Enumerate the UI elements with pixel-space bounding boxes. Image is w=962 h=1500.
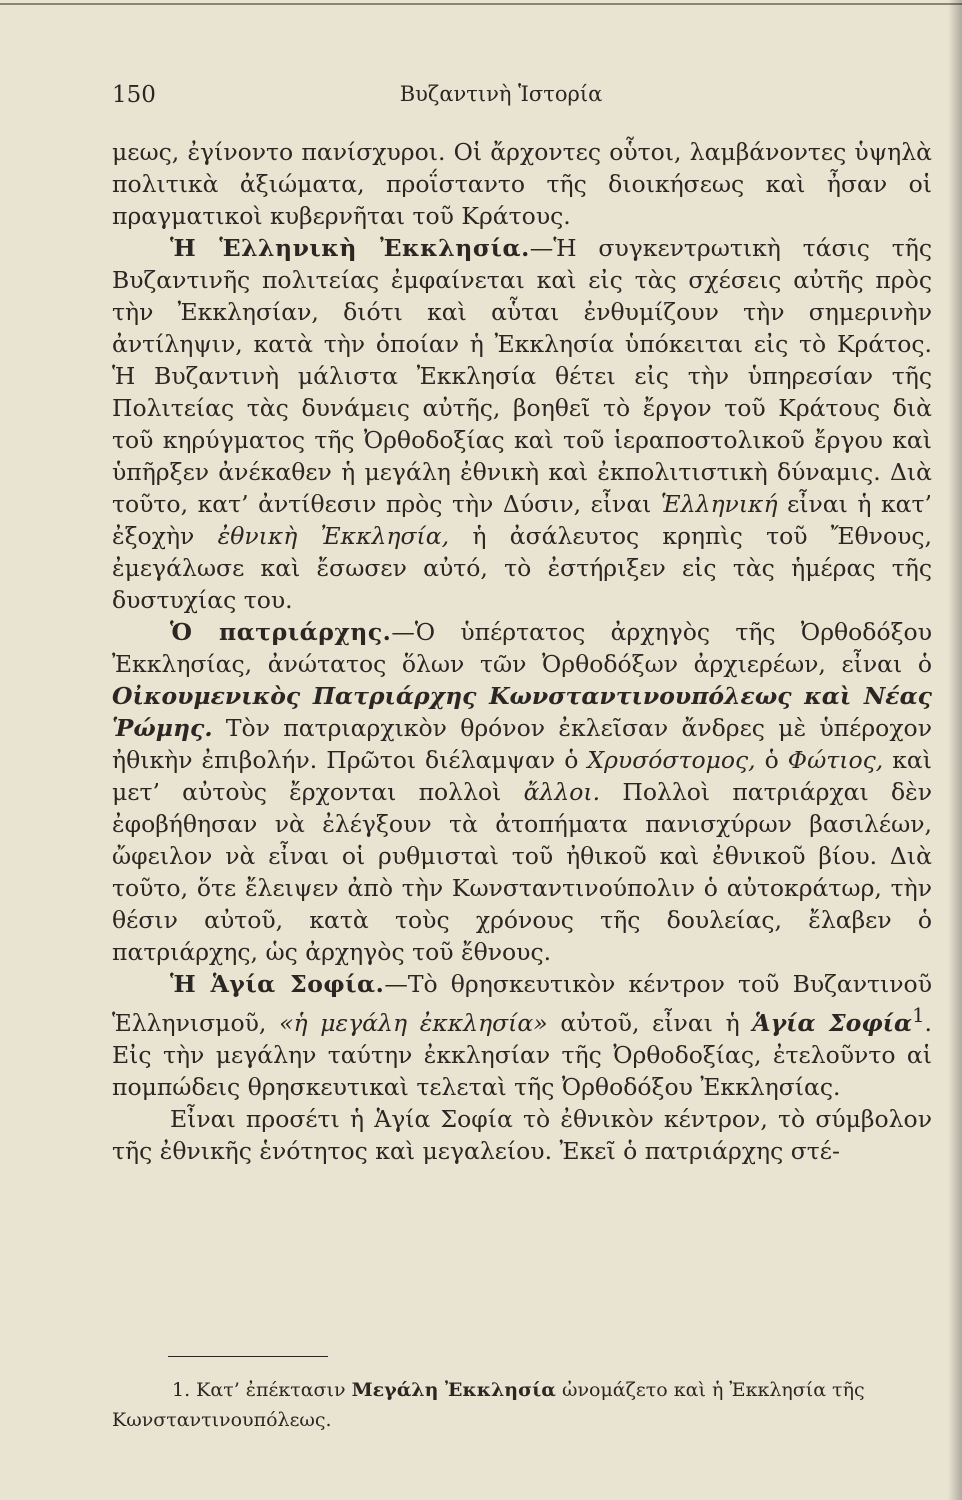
section-patriarch	[112, 616, 932, 968]
section-heading-patriarch: Ὁ πατριάρχης.	[170, 618, 392, 646]
patriarch-text-5: Πολλοὶ πατριάρχαι δὲν ἐφοβήθησαν νὰ ἐλέγξουν τὰ ἀτοπήματα πανισχύρων βασιλέων, ὤφειλον νὰ εἶναι οἱ ρυθμισταὶ τοῦ ἠθικοῦ καὶ ἐθνικοῦ βίου. Διὰ τοῦτο, ὅτε ἔλειψεν ἀπὸ τὴν Κωνσταντινούπολιν ὁ αὐτοκράτωρ, τὴν θέσιν αὐτοῦ, κατὰ τοὺς χρόνους τῆς δουλείας, ἔλαβεν ὁ πατριάρχης, ὡς ἀρχηγὸς τοῦ ἔθνους.	[112, 778, 932, 966]
section-church	[112, 232, 932, 616]
footnote-1	[112, 1375, 932, 1435]
page-edge-shadow	[948, 0, 962, 1500]
section-heading-church: Ἡ Ἑλληνικὴ Ἐκκλησία.	[170, 234, 530, 262]
patriarch-text-3: ὁ	[755, 746, 788, 774]
section-heading-sophia: Ἡ Ἁγία Σοφία.	[170, 970, 385, 998]
patriarch-em-1: Χρυσόστομος,	[587, 746, 756, 774]
church-text-1: —Ἡ συγκεντρωτικὴ τάσις τῆς Βυζαντινῆς πολιτείας ἐμφαίνεται καὶ εἰς τὰς σχέσεις αὐτῆς πρὸς τὴν Ἐκκλησίαν, διότι καὶ αὗται ἐνθυμίζουν τὴν σημερινὴν ἀντίληψιν, κατὰ τὴν ὁποίαν ἡ Ἐκκλησία ὑπόκειται εἰς τὸ Κράτος. Ἡ Βυζαντινὴ μάλιστα Ἐκκλησία θέτει εἰς τὴν ὑπηρεσίαν τῆς Πολιτείας τὰς δυνάμεις αὐτῆς, βοηθεῖ τὸ ἔργον τοῦ Κράτους διὰ τοῦ κηρύγματος τῆς Ὀρθοδοξίας καὶ τοῦ ἱεραποστολικοῦ ἔργου καὶ ὑπῆρξεν ἀνέκαθεν ἡ μεγάλη ἐθνικὴ καὶ ἐκπολιτιστικὴ δύναμις. Διὰ τοῦτο, κατ’ ἀντίθεσιν πρὸς τὴν Δύσιν, εἶναι	[112, 234, 932, 518]
footnote-bold: Μεγάλη Ἐκκλησία	[351, 1379, 556, 1401]
sophia-text-3: . Εἰς τὴν μεγάλην ταύτην ἐκκλησίαν τῆς Ὀρθοδοξίας, ἐτελοῦντο αἱ πομπώδεις θρησκευτικαὶ τελεταὶ τῆς Ὀρθοδόξου Ἐκκλησίας.	[112, 1008, 933, 1101]
church-text-3: ἡ ἀσάλευτος κρηπὶς τοῦ Ἔθνους, ἐμεγάλωσε καὶ ἔσωσεν αὐτό, τὸ ἐστήριξεν εἰς τὰς ἡμέρας τῆς δυστυχίας του.	[112, 522, 933, 614]
patriarch-text-4: καὶ μετ’ αὐτοὺς ἔρχονται πολλοὶ	[112, 746, 933, 806]
church-text-2: εἶναι ἡ κατ’ ἐξοχὴν	[112, 490, 932, 550]
patriarch-title: Οἰκουμενικὸς Πατριάρχης Κωνσταντινουπόλεως καὶ Νέας Ῥώμης.	[112, 682, 932, 742]
sophia-text-1: —Τὸ θρησκευτικὸν κέντρον τοῦ Βυζαντινοῦ Ἑλληνισμοῦ,	[112, 970, 932, 1037]
church-em-2: ἐθνικὴ Ἐκκλησία,	[217, 522, 450, 550]
church-em-1: Ἑλληνική	[660, 490, 778, 518]
patriarch-text-1: —Ὁ ὑπέρτατος ἀρχηγὸς τῆς Ὀρθοδόξου Ἐκκλησίας, ἀνώτατος ὅλων τῶν Ὀρθοδόξων ἀρχιερέων, εἶναι ὁ	[112, 618, 932, 678]
footnote-text-1: Κατ’ ἐπέκτασιν	[190, 1379, 352, 1401]
footnote-number: 1.	[172, 1379, 191, 1401]
patriarch-em-3: ἄλλοι.	[523, 778, 601, 806]
body-text	[112, 136, 932, 1167]
footnote-text-2: ὠνομάζετο καὶ ἡ Ἐκκλησία τῆς Κωνσταντινουπόλεως.	[112, 1379, 865, 1431]
footnote	[112, 1375, 932, 1435]
footnote-rule	[168, 1356, 328, 1357]
sophia-name: Ἁγία Σοφία	[752, 1008, 913, 1037]
section-sophia	[112, 968, 932, 1103]
running-title: Βυζαντινὴ Ἱστορία	[399, 82, 603, 106]
paragraph-1: μεως, ἐγίνοντο πανίσχυροι. Οἱ ἄρχοντες οὗτοι, λαμβάνοντες ὑψηλὰ πολιτικὰ ἀξιώματα, προΐσταντο τῆς διοικήσεως καὶ ἦσαν οἱ πραγματικοὶ κυβερνῆται τοῦ Κράτους.	[112, 138, 932, 230]
footnote-ref: 1	[912, 1004, 925, 1027]
sophia-text-2: αὐτοῦ, εἶναι ἡ	[547, 1008, 753, 1037]
sophia-quote: «ἡ μεγάλη ἐκκλησία»	[279, 1008, 548, 1037]
page-number: 150	[112, 82, 156, 108]
paragraph-last: Εἶναι προσέτι ἡ Ἁγία Σοφία τὸ ἐθνικὸν κέντρον, τὸ σύμβολον τῆς ἐθνικῆς ἑνότητος καὶ μεγαλείου. Ἐκεῖ ὁ πατριάρχης στέ-	[112, 1104, 932, 1165]
patriarch-em-2: Φώτιος,	[787, 746, 884, 774]
page-header	[0, 82, 962, 116]
top-rule	[0, 3, 962, 5]
patriarch-text-2: Τὸν πατριαρχικὸν θρόνον ἐκλεῖσαν ἄνδρες μὲ ὑπέροχον ἠθικὴν ἐπιβολήν. Πρῶτοι διέλαμψαν ὁ	[112, 714, 932, 774]
